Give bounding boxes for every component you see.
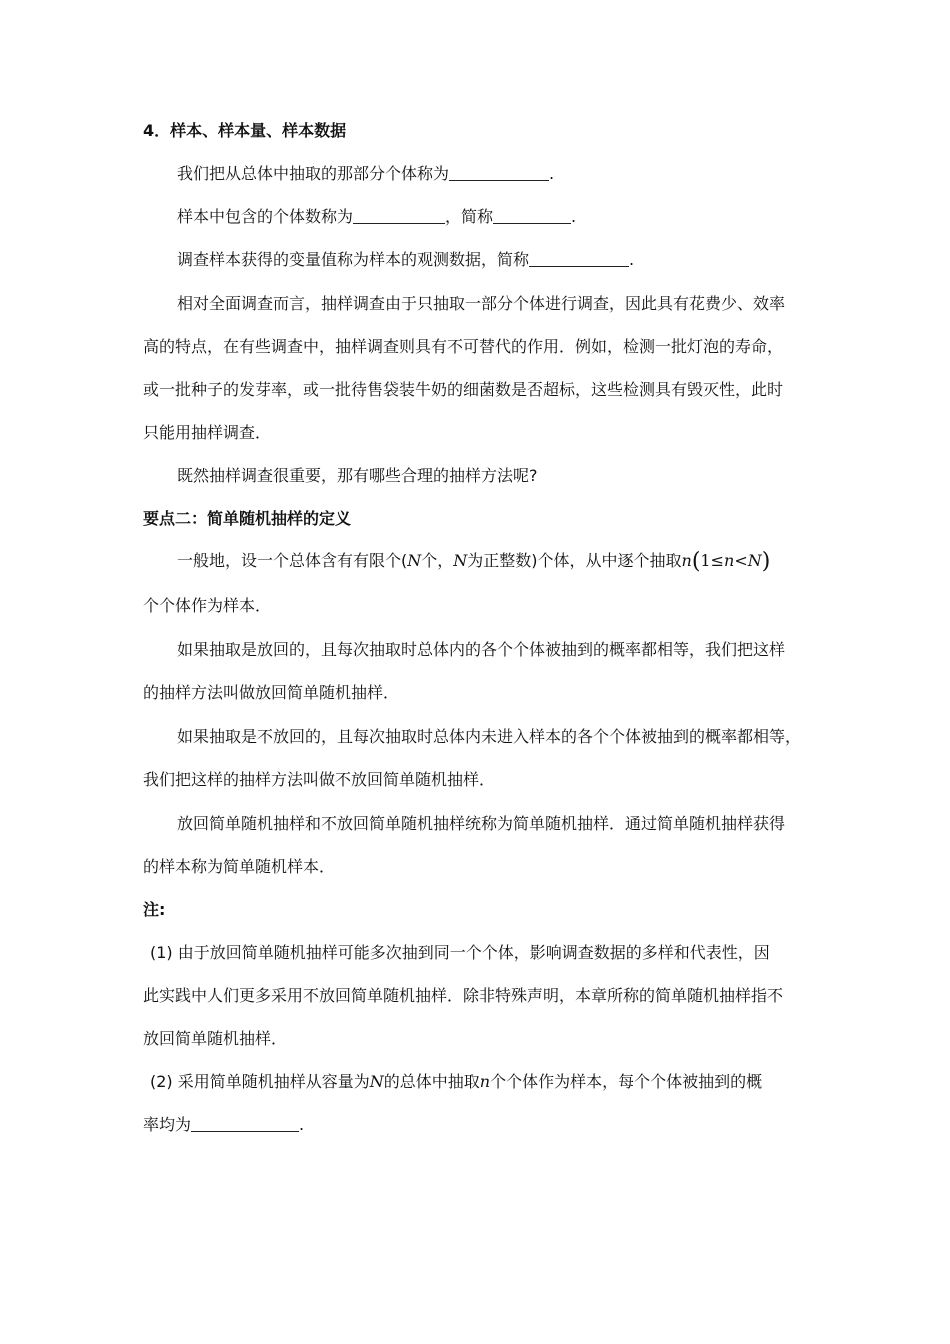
- definition-text-a: 一般地，设一个总体含有有限个(: [177, 551, 408, 570]
- note-2-line: [150, 1071, 762, 1093]
- lt-sign: <: [734, 551, 748, 570]
- period: .: [299, 1115, 305, 1134]
- question-line: 既然抽样调查很重要，那有哪些合理的抽样方法呢?: [177, 466, 538, 485]
- symbol-N: N: [407, 551, 422, 570]
- fill-in-sample-definition: [177, 163, 554, 185]
- definition-line: 个个体作为样本．: [143, 596, 272, 615]
- without-replacement-line: 我们把这样的抽样方法叫做不放回简单随机抽样．: [143, 770, 496, 789]
- blank-sample-data[interactable]: [529, 250, 629, 267]
- period: .: [629, 250, 635, 269]
- blank-probability[interactable]: [191, 1115, 299, 1132]
- symbol-n: n: [724, 551, 735, 570]
- with-replacement-line: 如果抽取是放回的，且每次抽取时总体内的各个个体被抽到的概率都相等，我们把这样: [177, 640, 786, 659]
- paragraph-line: 高的特点，在有些调查中，抽样调查则具有不可替代的作用．例如，检测一批灯泡的寿命，: [143, 337, 784, 356]
- number-one: 1: [700, 551, 711, 570]
- summary-line: 的样本称为简单随机样本．: [143, 857, 336, 876]
- le-sign: ≤: [710, 551, 725, 570]
- symbol-N: N: [453, 551, 468, 570]
- symbol-n: n: [479, 1072, 491, 1091]
- definition-text-b: 个，: [421, 551, 454, 570]
- blank-sample-size[interactable]: [493, 207, 571, 224]
- paren-close: ): [761, 549, 771, 574]
- sample-definition-text: 我们把从总体中抽取的那部分个体称为: [177, 164, 450, 183]
- note-1-line: (1) 由于放回简单随机抽样可能多次抽到同一个个体，影响调查数据的多样和代表性，因: [150, 943, 770, 962]
- paragraph-line: 相对全面调查而言，抽样调查由于只抽取一部分个体进行调查，因此具有花费少、效率: [177, 294, 786, 313]
- symbol-n: n: [681, 551, 692, 570]
- note-2-text-c: 个个体作为样本，每个个体被抽到的概: [490, 1072, 763, 1091]
- abbreviation-text: ，简称: [445, 207, 494, 226]
- period: .: [549, 164, 555, 183]
- definition-text-c: 为正整数)个体，从中逐个抽取: [467, 551, 682, 570]
- symbol-N: N: [369, 1072, 384, 1091]
- period: .: [571, 207, 577, 226]
- without-replacement-line: 如果抽取是不放回的，且每次抽取时总体内未进入样本的各个个体被抽到的概率都相等，: [177, 727, 802, 746]
- paragraph-line: 或一批种子的发芽率，或一批待售袋装牛奶的细菌数是否超标，这些检测具有毁灭性，此时: [143, 380, 784, 399]
- sample-data-text: 调查样本获得的变量值称为样本的观测数据，简称: [177, 250, 530, 269]
- definition-line: [177, 550, 770, 573]
- note-2-text-b: 的总体中抽取: [383, 1072, 480, 1091]
- fill-in-sample-size: [177, 206, 576, 228]
- summary-line: 放回简单随机抽样和不放回简单随机抽样统称为简单随机抽样．通过简单随机抽样获得: [177, 814, 786, 833]
- section-4-heading: 4．样本、样本量、样本数据: [143, 121, 347, 140]
- fill-in-sample-data: [177, 249, 634, 271]
- keypoint-2-heading: 要点二：简单随机抽样的定义: [143, 509, 352, 528]
- paren-open: (: [691, 549, 701, 574]
- symbol-N: N: [747, 551, 762, 570]
- note-1-line: 放回简单随机抽样．: [143, 1029, 288, 1048]
- note-2-line: [143, 1114, 304, 1136]
- with-replacement-line: 的抽样方法叫做放回简单随机抽样．: [143, 683, 400, 702]
- blank-sample[interactable]: [449, 164, 549, 181]
- note-2-text-a: (2) 采用简单随机抽样从容量为: [150, 1072, 370, 1091]
- note-1-line: 此实践中人们更多采用不放回简单随机抽样．除非特殊声明，本章所称的简单随机抽样指不: [143, 986, 784, 1005]
- paragraph-line: 只能用抽样调查．: [143, 423, 272, 442]
- notes-heading: 注:: [143, 900, 166, 919]
- blank-sample-count[interactable]: [353, 207, 445, 224]
- sample-size-text: 样本中包含的个体数称为: [177, 207, 354, 226]
- note-2-line2-text: 率均为: [143, 1115, 192, 1134]
